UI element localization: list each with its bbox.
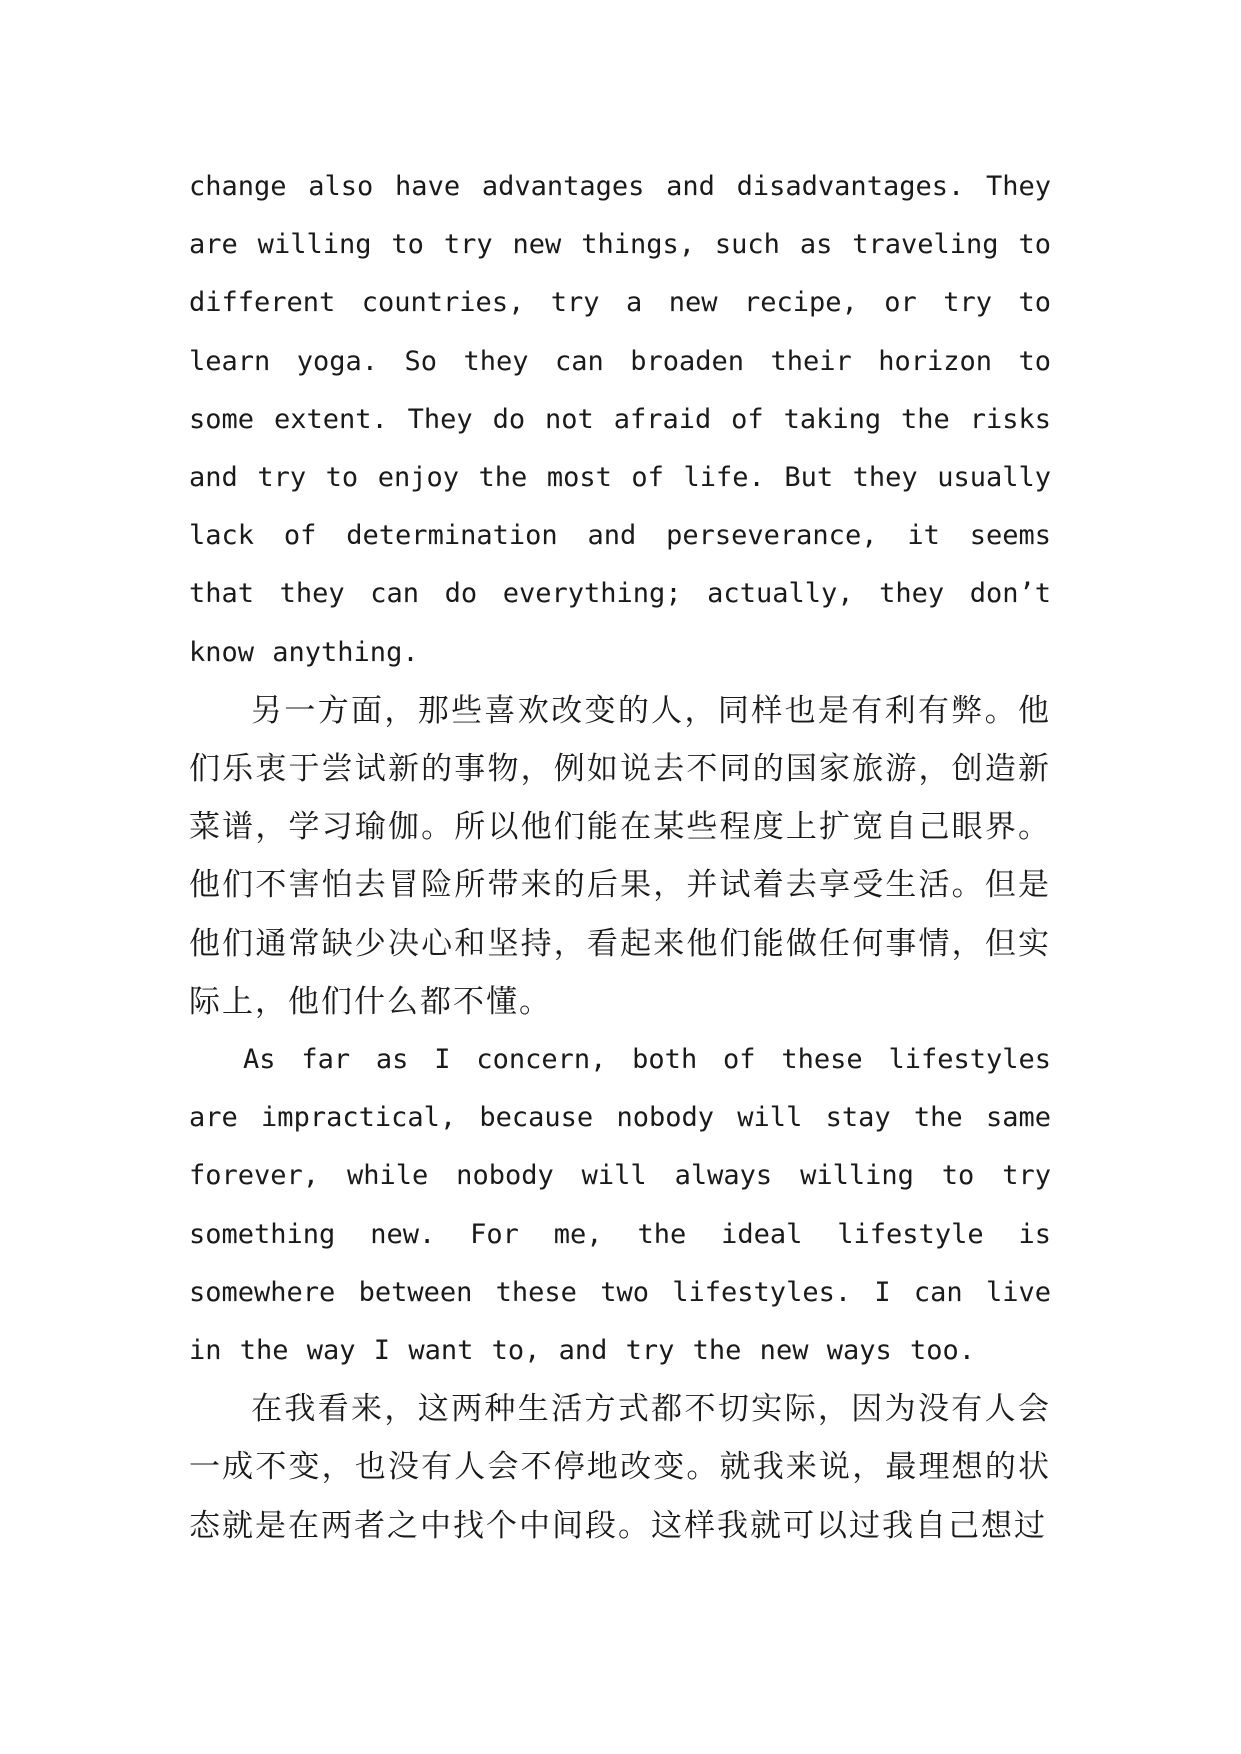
paragraph-english-conclusion: As far as I concern, both of these lifestyles are impractical, because nobody will stay the same forever, while nobody will always willing to try something new. For me, the ideal lifestyle is somewhere between these two lifestyles. I can live in the way I want to, and try the new ways too. [189,1044,1051,1367]
document-body [189,158,1051,1555]
paragraph-english-advantages: change also have advantages and disadvantages. They are willing to try new things, such as traveling to different countries, try a new recipe, or try to learn yoga. So they can broaden their horizon to some extent. They do not afraid of taking the risks and try to enjoy the most of life. But they usually lack of determination and perseverance, it seems that they can do everything; actually, they don’t know anything. [189,171,1051,668]
paragraph-chinese-conclusion: 在我看来，这两种生活方式都不切实际，因为没有人会一成不变，也没有人会不停地改变。就我来说，最理想的状态就是在两者之中找个中间段。这样我就可以过我自己想过 [189,1391,1051,1544]
paragraph-chinese-advantages: 另一方面，那些喜欢改变的人，同样也是有利有弊。他们乐衷于尝试新的事物，例如说去不同的国家旅游，创造新菜谱，学习瑜伽。所以他们能在某些程度上扩宽自己眼界。他们不害怕去冒险所带来的后果，并试着去享受生活。但是他们通常缺少决心和坚持，看起来他们能做任何事情，但实际上，他们什么都不懂。 [189,692,1051,1020]
